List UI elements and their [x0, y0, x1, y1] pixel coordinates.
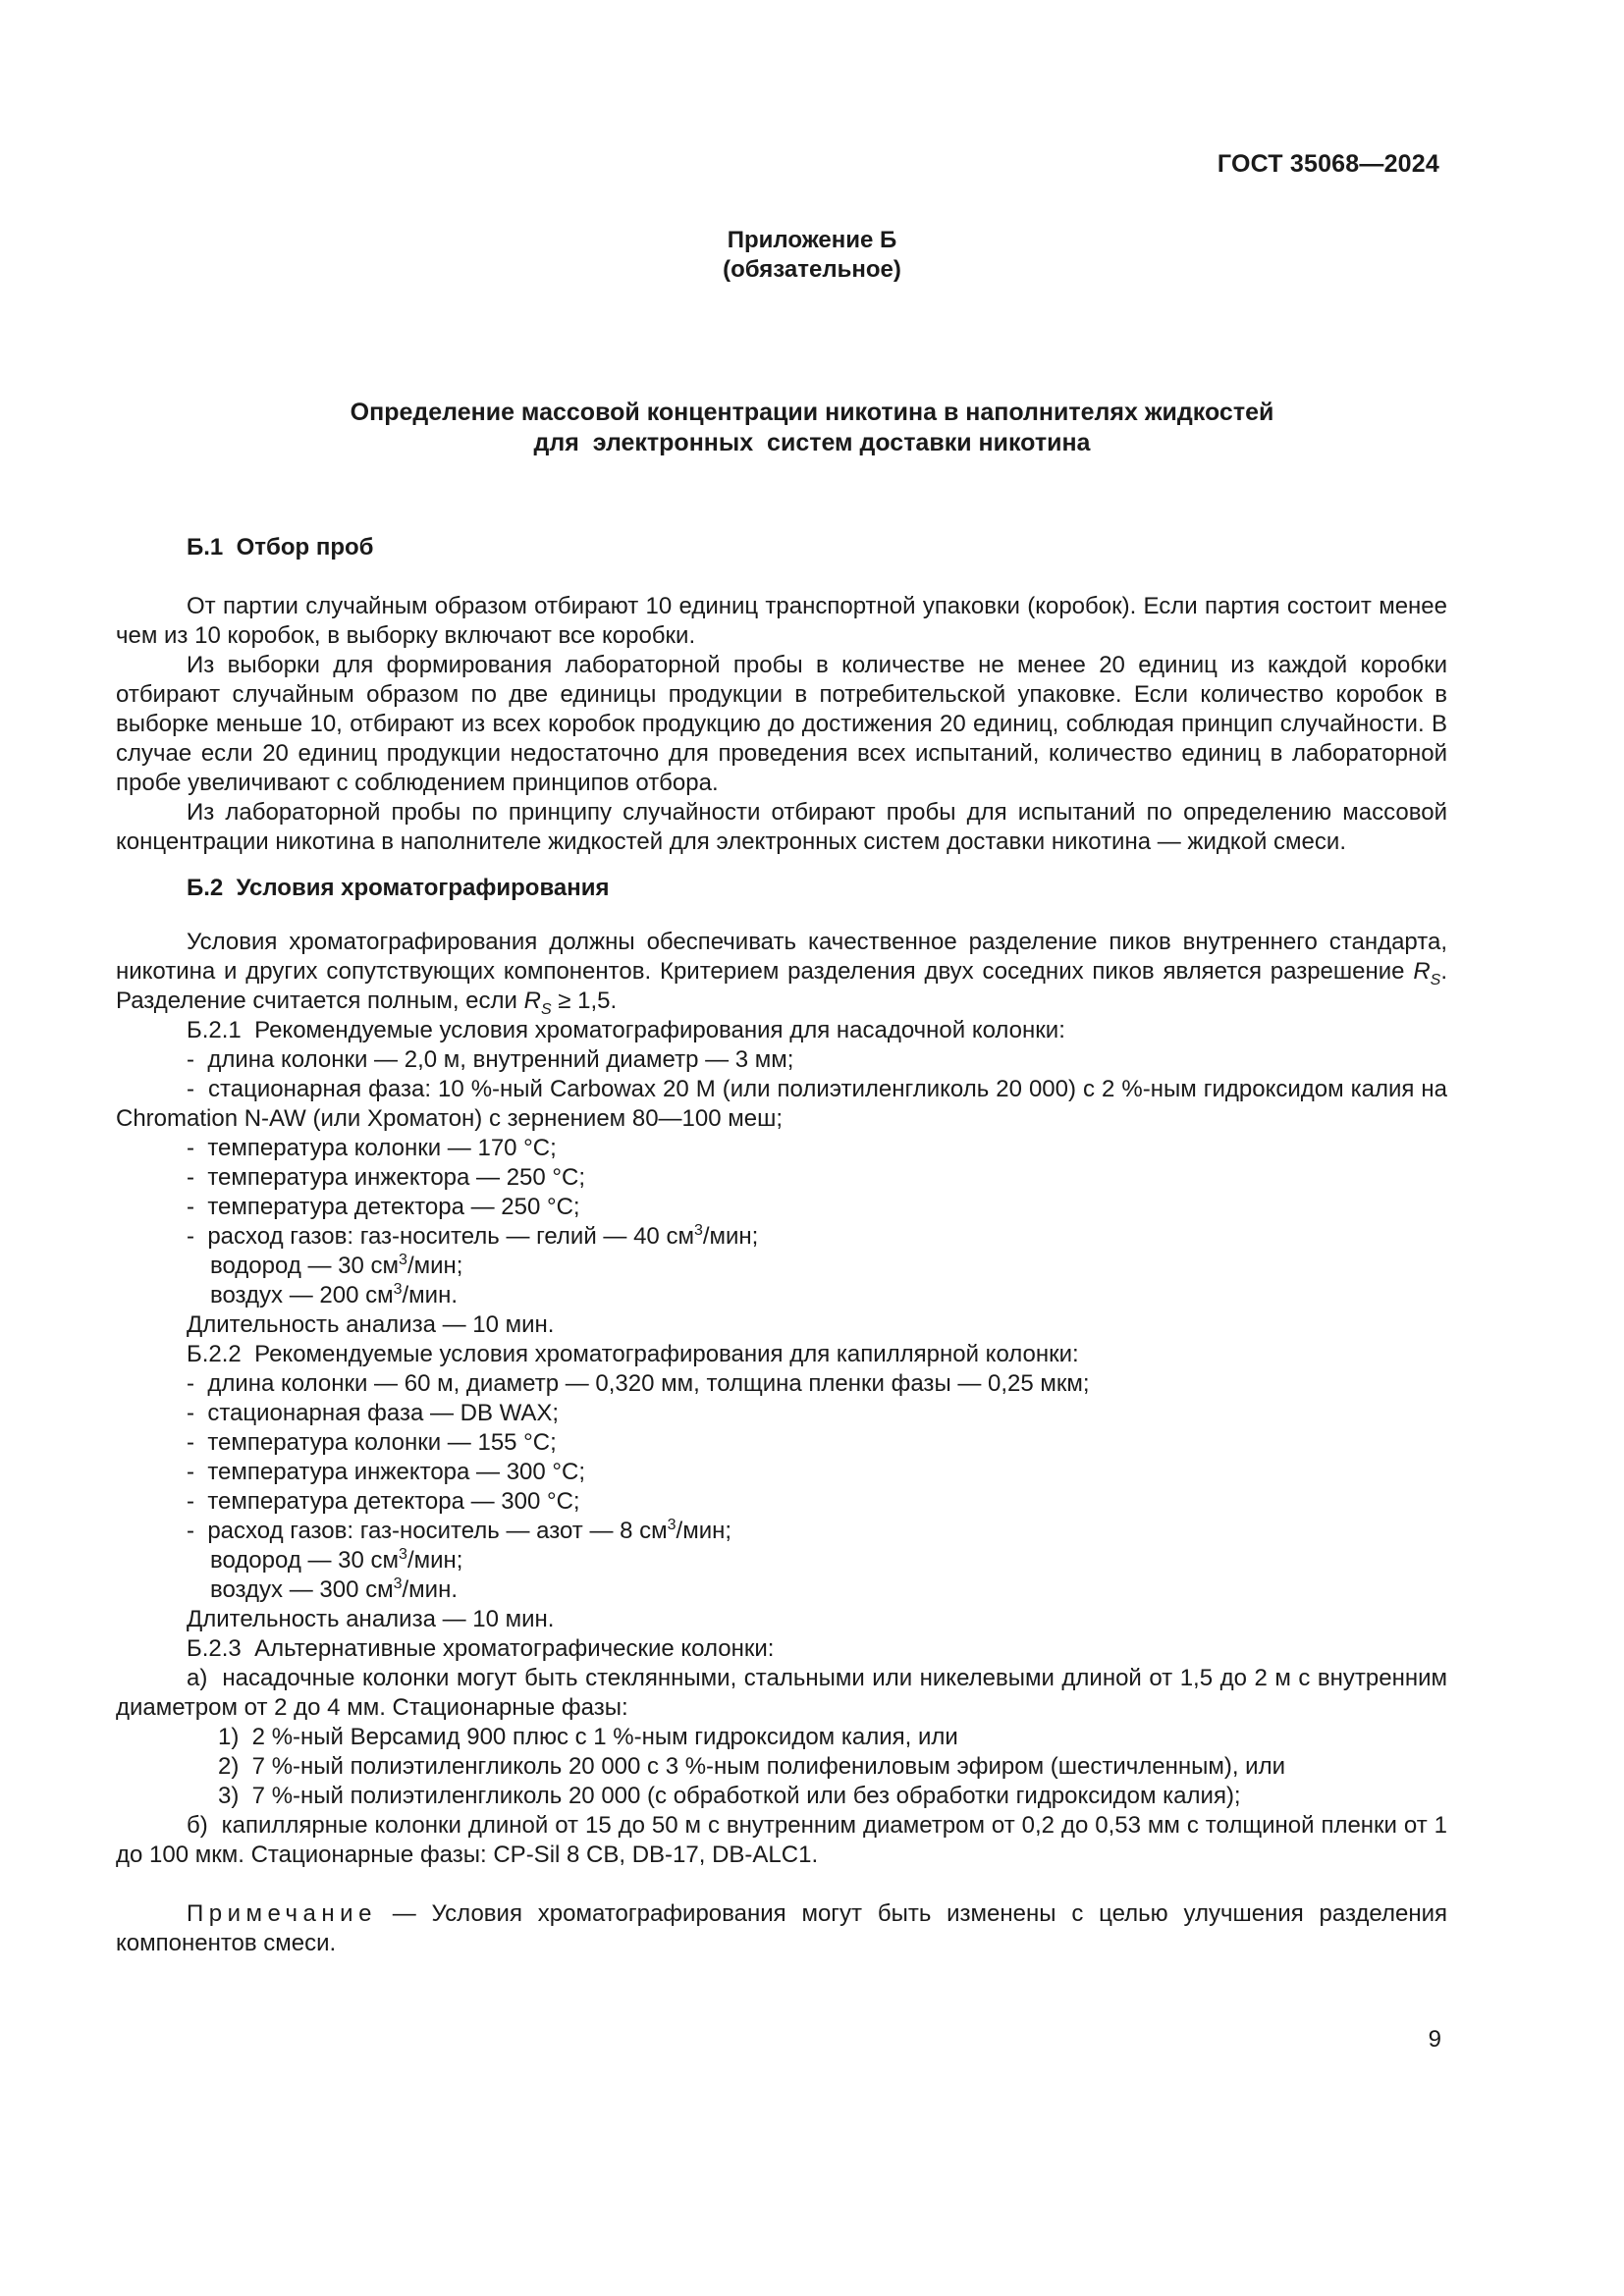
gas-flow-hydrogen: водород — 30 $см^3$/мин; [210, 1252, 463, 1279]
list-item-packed-columns: а) насадочные колонки могут быть стеклянными, стальными или никелевыми длиной от 1,5 до 2 м с внутренним диаметром от 2 до 4 мм. Стационарные фазы: [116, 1665, 1454, 1721]
subsection-heading-b21: Б.2.1 Рекомендуемые условия хроматографирования для насадочной колонки: [187, 1017, 1065, 1043]
list-item-gas-flow: - расход газов: газ-носитель — гелий — 40 $см^3$/мин; [187, 1222, 759, 1250]
list-item: - стационарная фаза — DB WAX; [187, 1400, 560, 1426]
analysis-duration: Длительность анализа — 10 мин. [187, 1311, 555, 1338]
paragraph-sampling-2: Из выборки для формирования лабораторной пробы в количестве не менее 20 единиц из каждой коробки отбирают случайным образом по две единицы продукции в потребительской упаковке. Если количество коробок в выборке меньше 10, отбирают из всех коробок продукцию до достижения 20 единиц, соблюдая принцип случайности. В случае если 20 единиц продукции недостаточно для проведения всех испытаний, количество единиц в лабораторной пробе увеличивают с соблюдением принципов отбора. [116, 652, 1447, 796]
list-item: - длина колонки — 60 м, диаметр — 0,320 мм, толщина пленки фазы — 0,25 мкм; [187, 1370, 1090, 1397]
list-item: - длина колонки — 2,0 м, внутренний диаметр — 3 мм; [187, 1046, 794, 1073]
paragraph-sampling-3: Из лабораторной пробы по принципу случайности отбирают пробы для испытаний по определению массовой концентрации никотина в наполнителе жидкостей для электронных систем доставки никотина — жидкой смеси. [116, 799, 1447, 855]
gas-flow-hydrogen: водород — 30 $см^3$/мин; [210, 1546, 463, 1574]
appendix-title [0, 398, 1624, 458]
stationary-phase-item: 2) 7 %-ный полиэтиленгликоль 20 000 с 3 %-ным полифениловым эфиром (шестичленным), или [218, 1753, 1285, 1780]
resolution-symbol: $R_S$ [1413, 958, 1441, 988]
stationary-phase-item: 3) 7 %-ный полиэтиленгликоль 20 000 (с обработкой или без обработки гидроксидом калия); [218, 1783, 1241, 1809]
list-item: - температура колонки — 155 °С; [187, 1429, 557, 1456]
list-item-gas-flow: - расход газов: газ-носитель — азот — 8 $см^3$/мин; [187, 1517, 732, 1544]
note [116, 1899, 1447, 1958]
list-item: - температура колонки — 170 °С; [187, 1135, 557, 1161]
section-heading-b2: Б.2 Условия хроматографирования [187, 875, 610, 901]
note-text: — Условия хроматографирования могут быть изменены с целью улучшения разделения компонентов смеси. [116, 1900, 1447, 1956]
list-item: - температура детектора — 250 °С; [187, 1194, 580, 1220]
appendix-title-line-1: Определение массовой концентрации никотина в наполнителях жидкостей [350, 399, 1274, 426]
paragraph-sampling-1: От партии случайным образом отбирают 10 единиц транспортной упаковки (коробок). Если партия состоит менее чем из 10 коробок, в выборку включают все коробки. [116, 593, 1447, 649]
standard-code: ГОСТ 35068—2024 [1217, 150, 1439, 178]
gas-flow-air: воздух — 300 $см^3$/мин. [210, 1575, 458, 1603]
resolution-symbol: $R_S$ [523, 988, 552, 1018]
list-item: - температура инжектора — 300 °С; [187, 1459, 586, 1485]
appendix-heading [0, 226, 1624, 285]
list-item: - температура детектора — 300 °С; [187, 1488, 580, 1515]
appendix-label: Приложение Б [727, 227, 897, 253]
note-label: Примечание [187, 1900, 377, 1927]
list-item-capillary-columns: б) капиллярные колонки длиной от 15 до 50 м с внутренним диаметром от 0,2 до 0,53 мм с толщиной пленки от 1 до 100 мкм. Стационарные фазы: CP-Sil 8 CB, DB-17, DB-ALC1. [116, 1812, 1454, 1868]
appendix-title-line-2: для электронных систем доставки никотина [533, 429, 1091, 456]
appendix-status: (обязательное) [723, 256, 901, 283]
gas-flow-air: воздух — 200 $см^3$/мин. [210, 1281, 458, 1308]
subsection-heading-b22: Б.2.2 Рекомендуемые условия хроматографирования для капиллярной колонки: [187, 1341, 1079, 1367]
list-item: - стационарная фаза: 10 %-ный Carbowax 20 M (или полиэтиленгликоль 20 000) с 2 %-ным гидроксидом калия на Chromation N-AW (или Хроматон) с зернением 80—100 меш; [116, 1076, 1454, 1132]
subsection-heading-b23: Б.2.3 Альтернативные хроматографические колонки: [187, 1635, 775, 1662]
document-body [116, 533, 1454, 1958]
paragraph-chromatography-intro: Условия хроматографирования должны обеспечивать качественное разделение пиков внутреннего стандарта, никотина и других сопутствующих компонентов. Критерием разделения двух соседних пиков является разрешение $R_S$. Разделение считается полным, если $R_S \ge 1,5$. [116, 929, 1447, 1018]
stationary-phase-item: 1) 2 %-ный Версамид 900 плюс с 1 %-ным гидроксидом калия, или [218, 1724, 958, 1750]
analysis-duration: Длительность анализа — 10 мин. [187, 1606, 555, 1632]
page-number: 9 [1428, 2026, 1441, 2053]
list-item: - температура инжектора — 250 °С; [187, 1164, 586, 1191]
section-heading-b1: Б.1 Отбор проб [187, 534, 374, 561]
